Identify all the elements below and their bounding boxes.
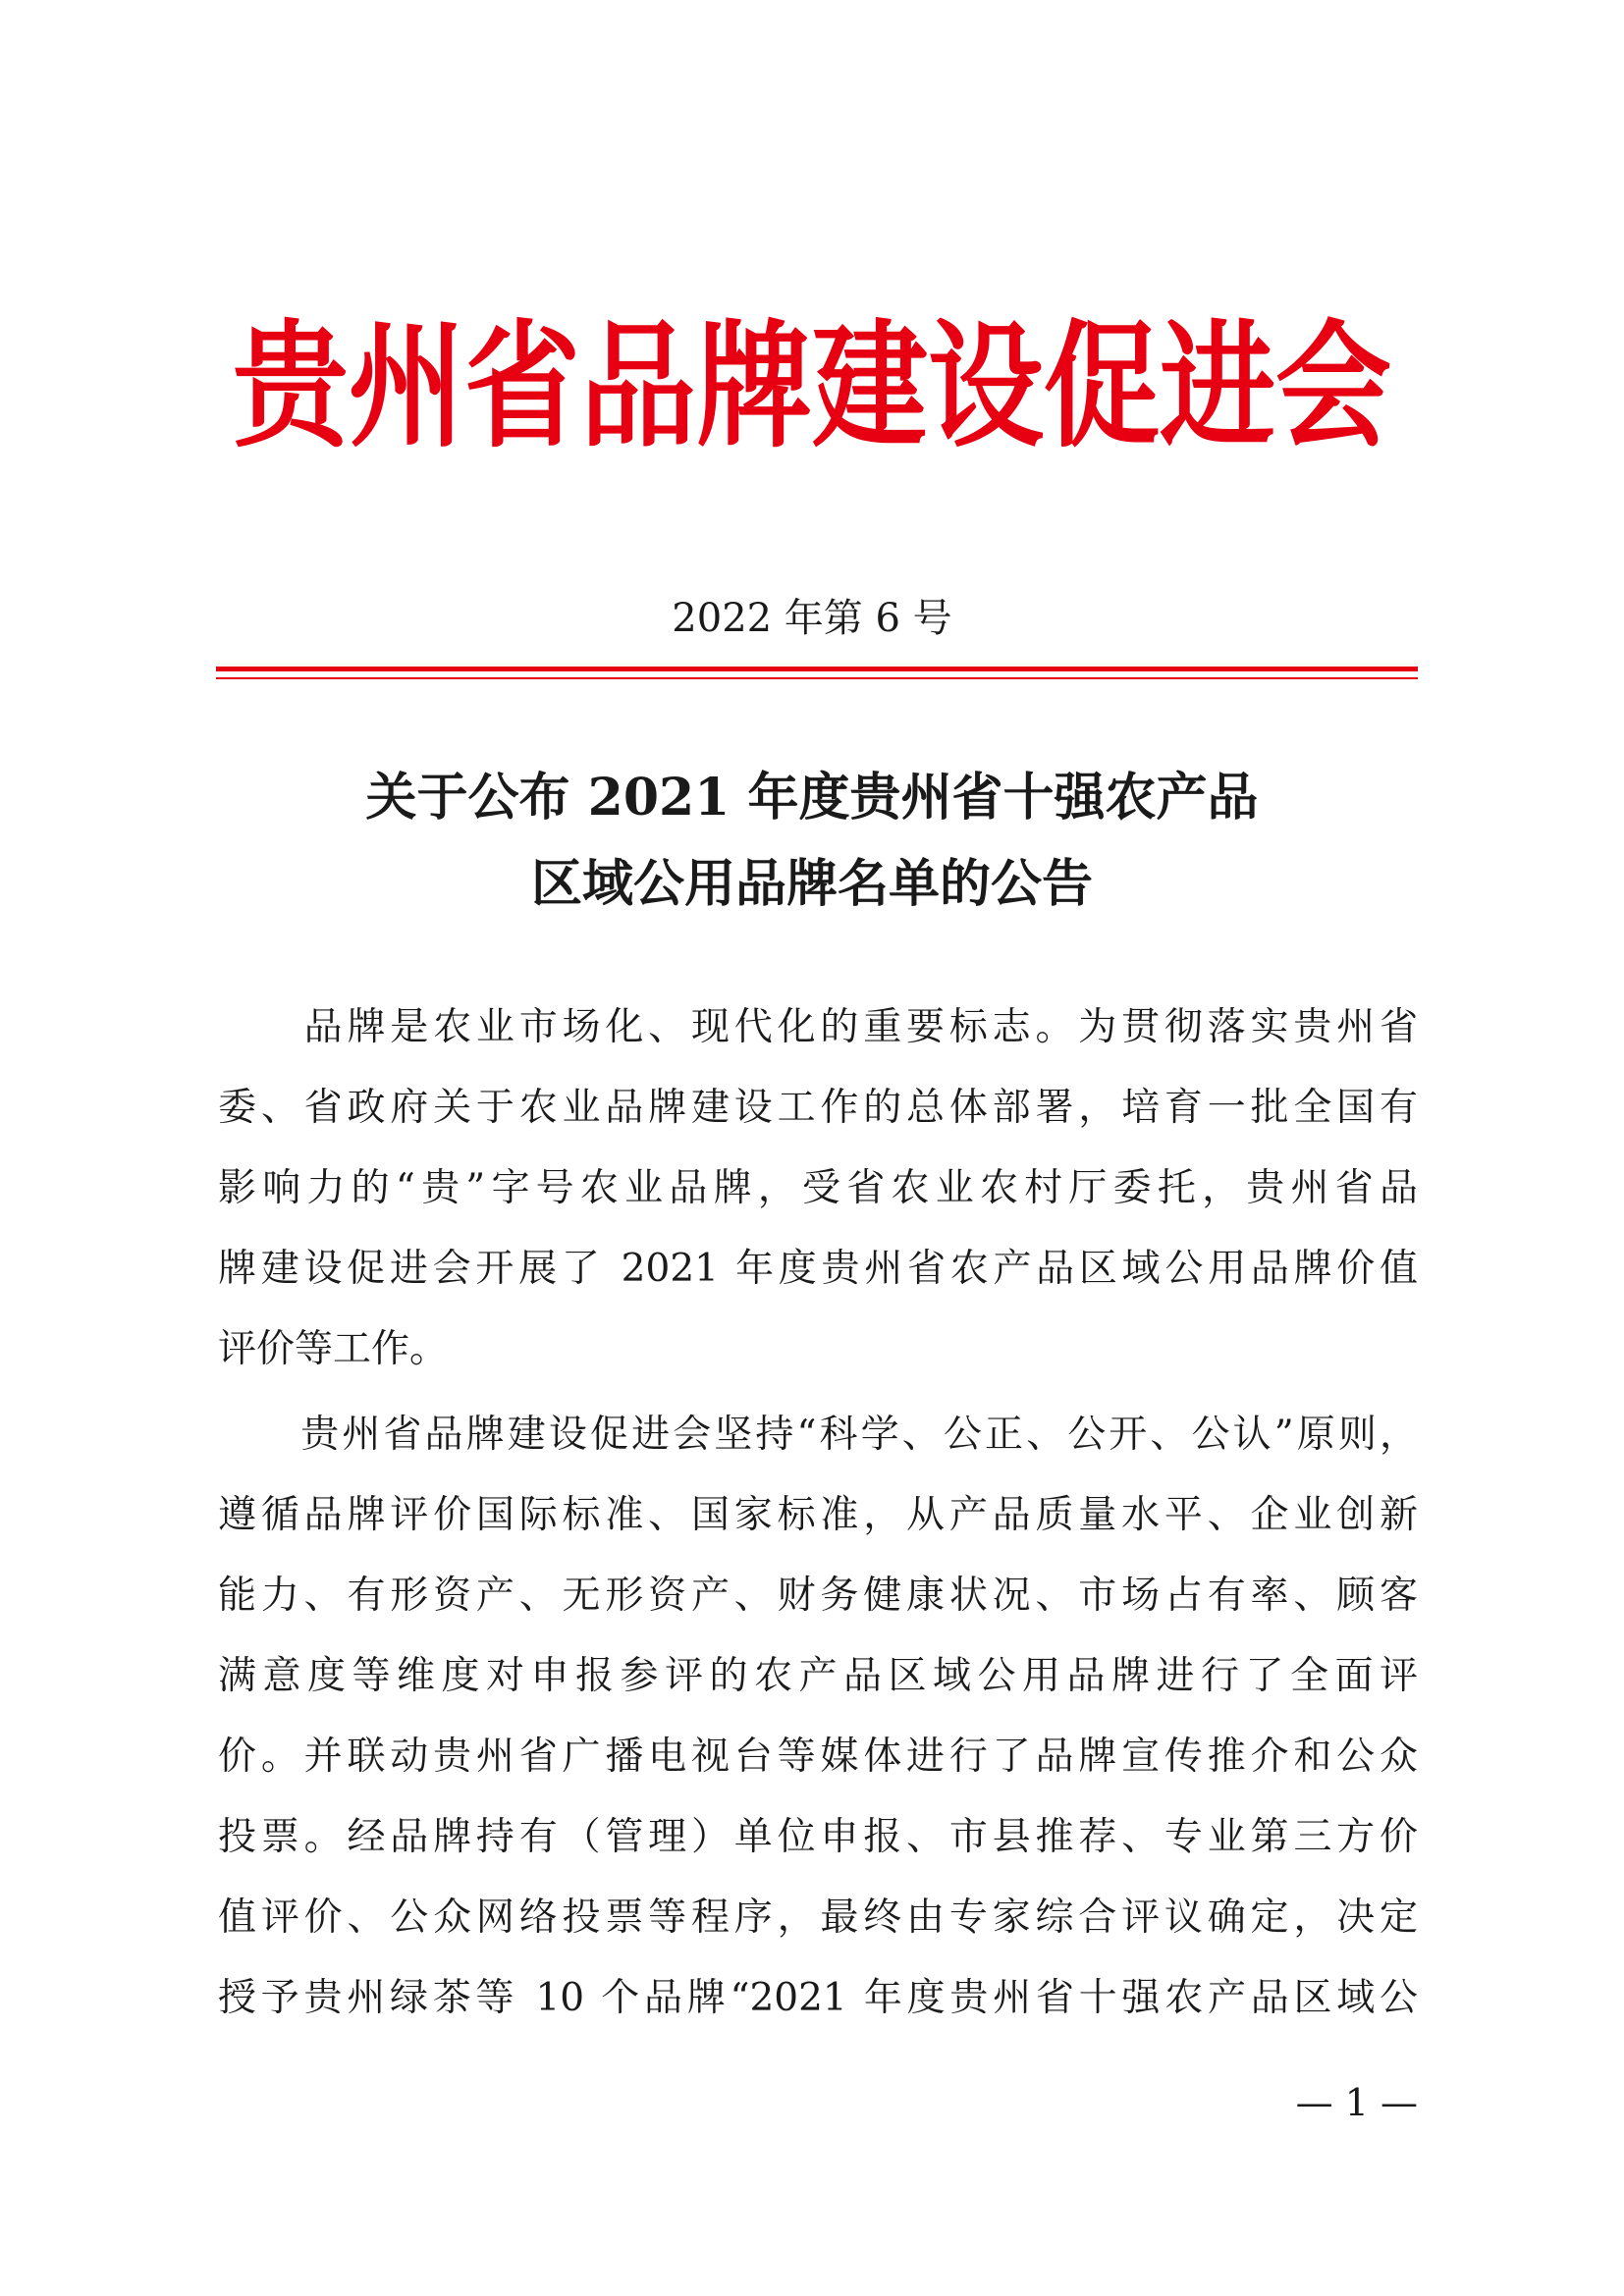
paragraph-line: 遵循品牌评价国际标准、国家标准，从产品质量水平、企业创新 <box>218 1493 1418 1537</box>
paragraph-line: 影响力的“贵”字号农业品牌，受省农业农村厅委托，贵州省品 <box>218 1166 1418 1210</box>
page-number: — 1 — <box>1295 2081 1418 2124</box>
header-divider-thin <box>216 677 1418 679</box>
paragraph-line: 能力、有形资产、无形资产、财务健康状况、市场占有率、顾客 <box>218 1574 1418 1618</box>
body-paragraph-2 <box>218 1395 1418 2039</box>
paragraph-line: 授予贵州绿茶等 10 个品牌“2021 年度贵州省十强农产品区域公 <box>218 1976 1418 2020</box>
masthead-organization-title: 贵州省品牌建设促进会 <box>232 304 1391 466</box>
paragraph-line: 价。并联动贵州省广播电视台等媒体进行了品牌宣传推介和公众 <box>218 1735 1418 1779</box>
paragraph-line: 值评价、公众网络投票等程序，最终由专家综合评议确定，决定 <box>218 1896 1418 1940</box>
announcement-title-line-2: 区域公用品牌名单的公告 <box>530 854 1093 914</box>
paragraph-line: 贵州省品牌建设促进会坚持“科学、公正、公开、公认”原则， <box>218 1413 1418 1457</box>
paragraph-line: 牌建设促进会开展了 2021 年度贵州省农产品区域公用品牌价值 <box>218 1247 1418 1291</box>
paragraph-line: 投票。经品牌持有（管理）单位申报、市县推荐、专业第三方价 <box>218 1815 1418 1859</box>
body-paragraph-1 <box>218 988 1418 1390</box>
paragraph-line: 品牌是农业市场化、现代化的重要标志。为贯彻落实贵州省 <box>218 1005 1418 1049</box>
paragraph-line: 委、省政府关于农业品牌建设工作的总体部署，培育一批全国有 <box>218 1086 1418 1130</box>
header-divider-thick <box>216 667 1418 671</box>
document-number: 2022 年第 6 号 <box>672 596 952 641</box>
paragraph-line: 评价等工作。 <box>218 1327 449 1371</box>
announcement-title-line-1: 关于公布 2021 年度贵州省十强农产品 <box>365 768 1259 828</box>
paragraph-line: 满意度等维度对申报参评的农产品区域公用品牌进行了全面评 <box>218 1654 1418 1698</box>
